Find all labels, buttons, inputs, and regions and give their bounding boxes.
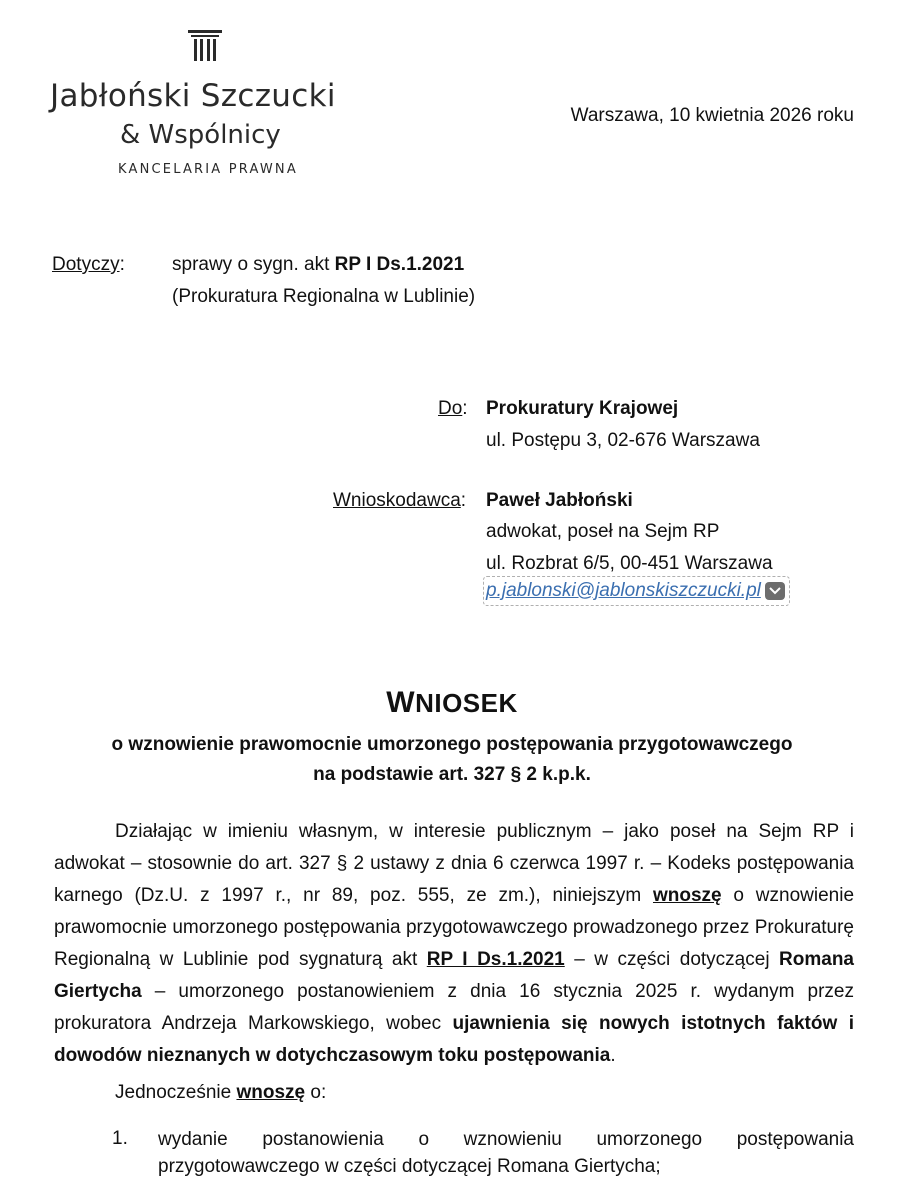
p1-text-b: o wznowienie prawomocnie umorzonego postępowania przygotowawczego prowadzonego przez Prokuraturę Regionalną w Lublinie pod sygnaturą akt [54, 885, 855, 970]
p1-case-number: RP I Ds.1.2021 [426, 949, 565, 970]
applicant-colon: : [460, 490, 467, 511]
regarding-label-wrap [52, 254, 125, 276]
p2-text-a: Jednocześnie [115, 1082, 237, 1103]
recipient-colon: : [462, 398, 468, 419]
title-first-letter: W [386, 686, 416, 719]
p2-request: wnoszę [236, 1082, 306, 1103]
p1-person: Romana Giertycha [54, 949, 854, 1002]
document-subtitle-2: na podstawie art. 327 § 2 k.p.k. [313, 764, 591, 785]
p2-text-b: o: [305, 1082, 327, 1103]
p1-end: . [610, 1045, 616, 1066]
p1-text-a: Działając w imieniu własnym, w interesie publicznym – jako poseł na Sejm RP i adwokat – stosownie do art. 327 § 2 ustawy z dnia 6 czerwca 1997 r. – Kodeks postępowania karnego (Dz.U. z 1997 r., nr 89, poz. 555, ze zm.), niniejszym [54, 821, 854, 906]
logo-tagline: KANCELARIA PRAWNA [118, 162, 298, 177]
logo-name: Jabłoński Szczucki [50, 78, 336, 114]
p1-text-c: – w części dotyczącej [564, 949, 780, 970]
regarding-line1 [172, 254, 464, 276]
chevron-down-icon[interactable] [765, 582, 785, 600]
body-paragraph-2 [115, 1082, 326, 1104]
document-date: Warszawa, 10 kwietnia 2026 roku [570, 105, 854, 126]
recipient-label-wrap [438, 398, 468, 420]
applicant-label-wrap [333, 490, 466, 512]
p1-request: wnoszę [652, 885, 722, 906]
p1-text-d: – umorzonego postanowieniem z dnia 16 stycznia 2025 r. wydanym przez prokuratora Andrzeja Markowskiego, wobec [54, 981, 854, 1034]
list-item-line2: przygotowawczego w części dotyczącej Romana Giertycha; [158, 1156, 661, 1177]
applicant-label: Wnioskodawca [333, 490, 461, 511]
list-item-line1: wydanie postanowienia o wznowieniu umorzonego postępowania [158, 1129, 854, 1150]
recipient-address: ul. Postępu 3, 02-676 Warszawa [486, 430, 760, 451]
applicant-role: adwokat, poseł na Sejm RP [486, 521, 720, 542]
title-rest: NIOSEK [415, 688, 518, 718]
regarding-label: Dotyczy [52, 254, 120, 275]
document-title [0, 686, 904, 720]
document-subtitle-1: o wznowienie prawomocnie umorzonego postępowania przygotowawczego [111, 734, 793, 755]
regarding-line2: (Prokuratura Regionalna w Lublinie) [172, 286, 476, 307]
applicant-name: Paweł Jabłoński [486, 490, 633, 511]
applicant-email-field[interactable] [483, 576, 790, 606]
recipient-label: Do [438, 398, 463, 419]
applicant-email-link[interactable]: p.jablonski@jablonskiszczucki.pl [486, 580, 761, 601]
logo-subtitle: & Wspólnicy [120, 120, 281, 150]
case-number: RP I Ds.1.2021 [334, 254, 465, 275]
pillar-icon [188, 30, 222, 68]
recipient-name: Prokuratury Krajowej [486, 398, 679, 419]
regarding-colon: : [119, 254, 125, 275]
regarding-prefix: sprawy o sygn. akt [172, 254, 335, 275]
list-item-number: 1. [112, 1128, 128, 1149]
body-paragraph-1 [54, 816, 854, 1072]
applicant-address: ul. Rozbrat 6/5, 00-451 Warszawa [486, 553, 773, 574]
p1-reason: ujawnienia się nowych istotnych faktów i dowodów nieznanych w dotychczasowym toku postępowania [54, 1013, 854, 1066]
